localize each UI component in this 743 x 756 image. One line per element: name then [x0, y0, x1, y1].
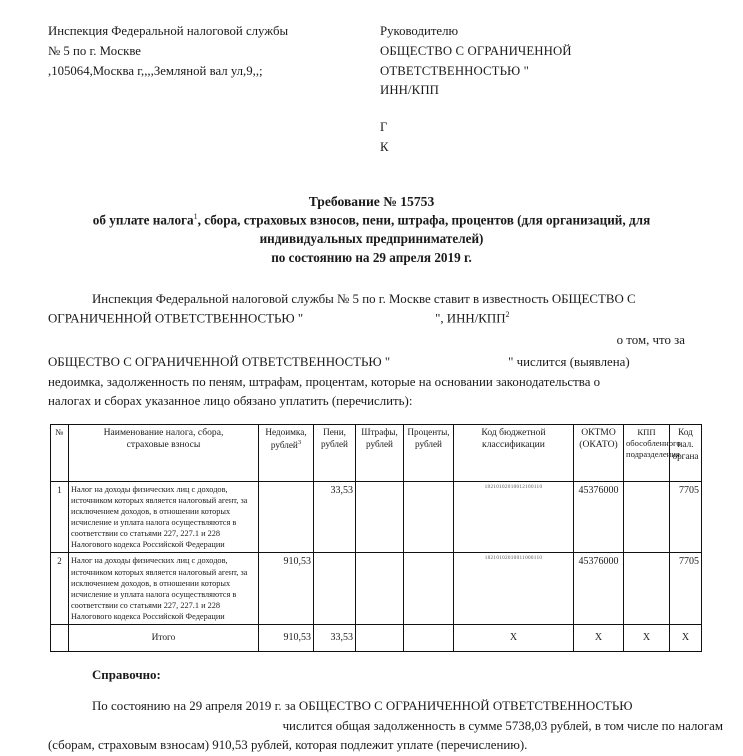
addressee-inn-kpp: ИНН/КПП: [380, 83, 439, 98]
row-fines: [356, 553, 404, 625]
requirement-table: [50, 424, 702, 652]
reference-line-2: числится общая задолженность в сумме 5738,03 рублей, в том числе по налогам: [282, 718, 723, 733]
row-tax-authority-code: 7705: [670, 553, 702, 625]
col-header-oktmo-line2: (ОКАТО): [579, 439, 618, 451]
total-interest: [404, 625, 454, 652]
table-total-row: [51, 625, 702, 652]
document-number-title: Требование № 15753: [308, 193, 435, 209]
intro-line-5: недоимка, задолженность по пеням, штрафам, процентам, которые на основании законодательства о: [48, 374, 601, 389]
col-header-fines-line1: Штрафы,: [361, 426, 398, 437]
col-header-oktmo-line1: ОКТМО: [581, 426, 616, 438]
addressee-org-line1: ОБЩЕСТВО С ОГРАНИЧЕННОЙ: [380, 43, 572, 58]
intro-text-1: Инспекция Федеральной налоговой службы № 5 по г. Москве ставит в известность ОБЩЕСТВО С: [92, 291, 636, 306]
row-kbk: 18210102010012100110: [454, 481, 574, 553]
document-header: [0, 0, 743, 158]
row-kbk: 18210102010011000110: [454, 553, 574, 625]
col-header-authority-line3: органа: [672, 450, 699, 461]
reference-heading: Справочно:: [92, 668, 161, 683]
col-header-fines-line2: рублей: [366, 438, 393, 449]
total-kbk: X: [454, 625, 574, 652]
intro-org-prefix-2: ОБЩЕСТВО С ОГРАНИЧЕННОЙ ОТВЕТСТВЕННОСТЬЮ ": [48, 354, 391, 369]
col-header-kbk-line2: классификации: [482, 439, 545, 451]
document-subtitle-line2: индивидуальных предпринимателей): [259, 231, 484, 247]
col-header-arrears-line1: Недоимка,: [265, 426, 307, 437]
total-fines: [356, 625, 404, 652]
col-header-kpp-subdivision: [624, 424, 681, 481]
total-oktmo: X: [574, 625, 624, 652]
row-interest: [404, 481, 454, 553]
col-header-tax-name: [69, 424, 259, 481]
col-header-kpp-line2: обособленного: [626, 437, 681, 448]
row-interest: [404, 553, 454, 625]
total-kpp: X: [624, 625, 670, 652]
reference-body: [48, 697, 729, 755]
tax-office-name-line2: № 5 по г. Москве: [48, 43, 141, 58]
table-header-row: [51, 424, 702, 481]
intro-inn-kpp-label: ", ИНН/КПП: [435, 311, 506, 326]
total-penalty: 33,53: [314, 625, 356, 652]
header-spacer: [380, 101, 700, 118]
intro-line-1: [48, 290, 721, 310]
col-header-tax-name-line2: страховые взносы: [126, 439, 201, 451]
row-arrears: [259, 481, 314, 553]
col-header-tax-authority-code: [670, 424, 702, 481]
col-header-kpp-line1: КПП: [637, 426, 656, 437]
col-header-fines: [356, 424, 404, 481]
addressee-street-label: К: [380, 140, 389, 155]
tax-office-name-line1: Инспекция Федеральной налоговой службы: [48, 24, 289, 38]
col-header-arrears: [259, 424, 314, 481]
row-penalty: [314, 553, 356, 625]
footnote-marker-3: 3: [297, 438, 302, 446]
col-header-penalty: [314, 424, 356, 481]
col-header-arrears-line2: [261, 439, 311, 452]
intro-line-3: о том, что за: [616, 333, 685, 348]
document-subtitle-line1: [0, 211, 743, 230]
row-number: 1: [51, 481, 69, 553]
addressee-city-label: Г: [380, 120, 388, 135]
footnote-marker-1: 1: [193, 212, 198, 222]
col-header-oktmo: [574, 424, 624, 481]
intro-org-prefix: ОГРАНИЧЕННОЙ ОТВЕТСТВЕННОСТЬЮ ": [48, 311, 304, 326]
row-oktmo: 45376000: [574, 481, 624, 553]
reference-line-1: По состоянию на 29 апреля 2019 г. за ОБЩЕСТВО С ОГРАНИЧЕННОЙ ОТВЕТСТВЕННОСТЬЮ: [92, 699, 633, 714]
intro-paragraph: [0, 290, 743, 412]
col-header-penalty-line1: Пени,: [323, 426, 346, 437]
subtitle-part-b: , сбора, страховых взносов, пени, штрафа, процентов (для организаций, для: [197, 212, 651, 228]
col-header-number: №: [51, 424, 69, 481]
table-body: [51, 481, 702, 651]
tax-office-address: ,105064,Москва г,,,,Земляной вал ул,9,,;: [48, 63, 263, 78]
intro-line-4: [48, 353, 721, 373]
col-header-kbk: [454, 424, 574, 481]
row-arrears: 910,53: [259, 553, 314, 625]
row-tax-name: Налог на доходы физических лиц с доходов, источником которых является налоговый агент, за исключением доходов, в отношении которых исчисление и уплата налога осуществляются в соответствии со статьями 227, 227.1 и 228 Налогового кодекса Российской Федерации: [69, 553, 259, 625]
total-tax-authority-code: X: [670, 625, 702, 652]
document-title-block: [0, 192, 743, 268]
reference-line-3: (сборам, страховым взносам) 910,53 рублей, которая подлежит уплате (перечислению).: [48, 738, 528, 753]
intro-line-2: [48, 309, 721, 329]
addressee-role: Руководителю: [380, 24, 459, 38]
table-row: [51, 481, 702, 553]
total-arrears: 910,53: [259, 625, 314, 652]
row-kpp: [624, 553, 670, 625]
reference-section: [0, 666, 743, 755]
table-header-row-group: [51, 424, 702, 481]
total-label: Итого: [69, 625, 259, 652]
requirement-table-wrapper: [50, 424, 699, 652]
row-tax-authority-code: 7705: [670, 481, 702, 553]
col-header-interest: [404, 424, 454, 481]
row-penalty: 33,53: [314, 481, 356, 553]
col-header-authority-line2: нал.: [677, 438, 694, 449]
row-fines: [356, 481, 404, 553]
col-header-authority-line1: Код: [678, 426, 693, 437]
col-header-interest-line2: рублей: [415, 438, 442, 449]
col-header-kpp-line3: подразделения: [626, 449, 680, 460]
row-kpp: [624, 481, 670, 553]
row-tax-name: Налог на доходы физических лиц с доходов, источником которых является налоговый агент, за исключением доходов, в отношении которых исчисление и уплата налога осуществляются в соответствии со статьями 227, 227.1 и 228 Налогового кодекса Российской Федерации: [69, 481, 259, 553]
row-oktmo: 45376000: [574, 553, 624, 625]
col-header-tax-name-line1: Наименование налога, сбора,: [103, 426, 224, 438]
document-as-of-date: по состоянию на 29 апреля 2019 г.: [271, 250, 472, 266]
col-header-interest-line1: Проценты,: [407, 426, 450, 437]
intro-org-suffix-2: " числится (выявлена): [508, 354, 630, 369]
intro-line-6: налогах и сборах указанное лицо обязано уплатить (перечислить):: [48, 394, 413, 409]
total-empty-cell: [51, 625, 69, 652]
row-number: 2: [51, 553, 69, 625]
tax-office-address-block: [0, 22, 380, 158]
footnote-marker-2: 2: [505, 310, 510, 320]
col-header-kbk-line1: Код бюджетной: [481, 426, 546, 438]
col-header-arrears-unit: рублей: [270, 439, 298, 450]
table-row: [51, 553, 702, 625]
col-header-penalty-line2: рублей: [321, 438, 348, 449]
addressee-org-line2: ОТВЕТСТВЕННОСТЬЮ ": [380, 63, 529, 78]
subtitle-part-a: об уплате налога: [92, 212, 194, 228]
addressee-block: [380, 22, 700, 158]
